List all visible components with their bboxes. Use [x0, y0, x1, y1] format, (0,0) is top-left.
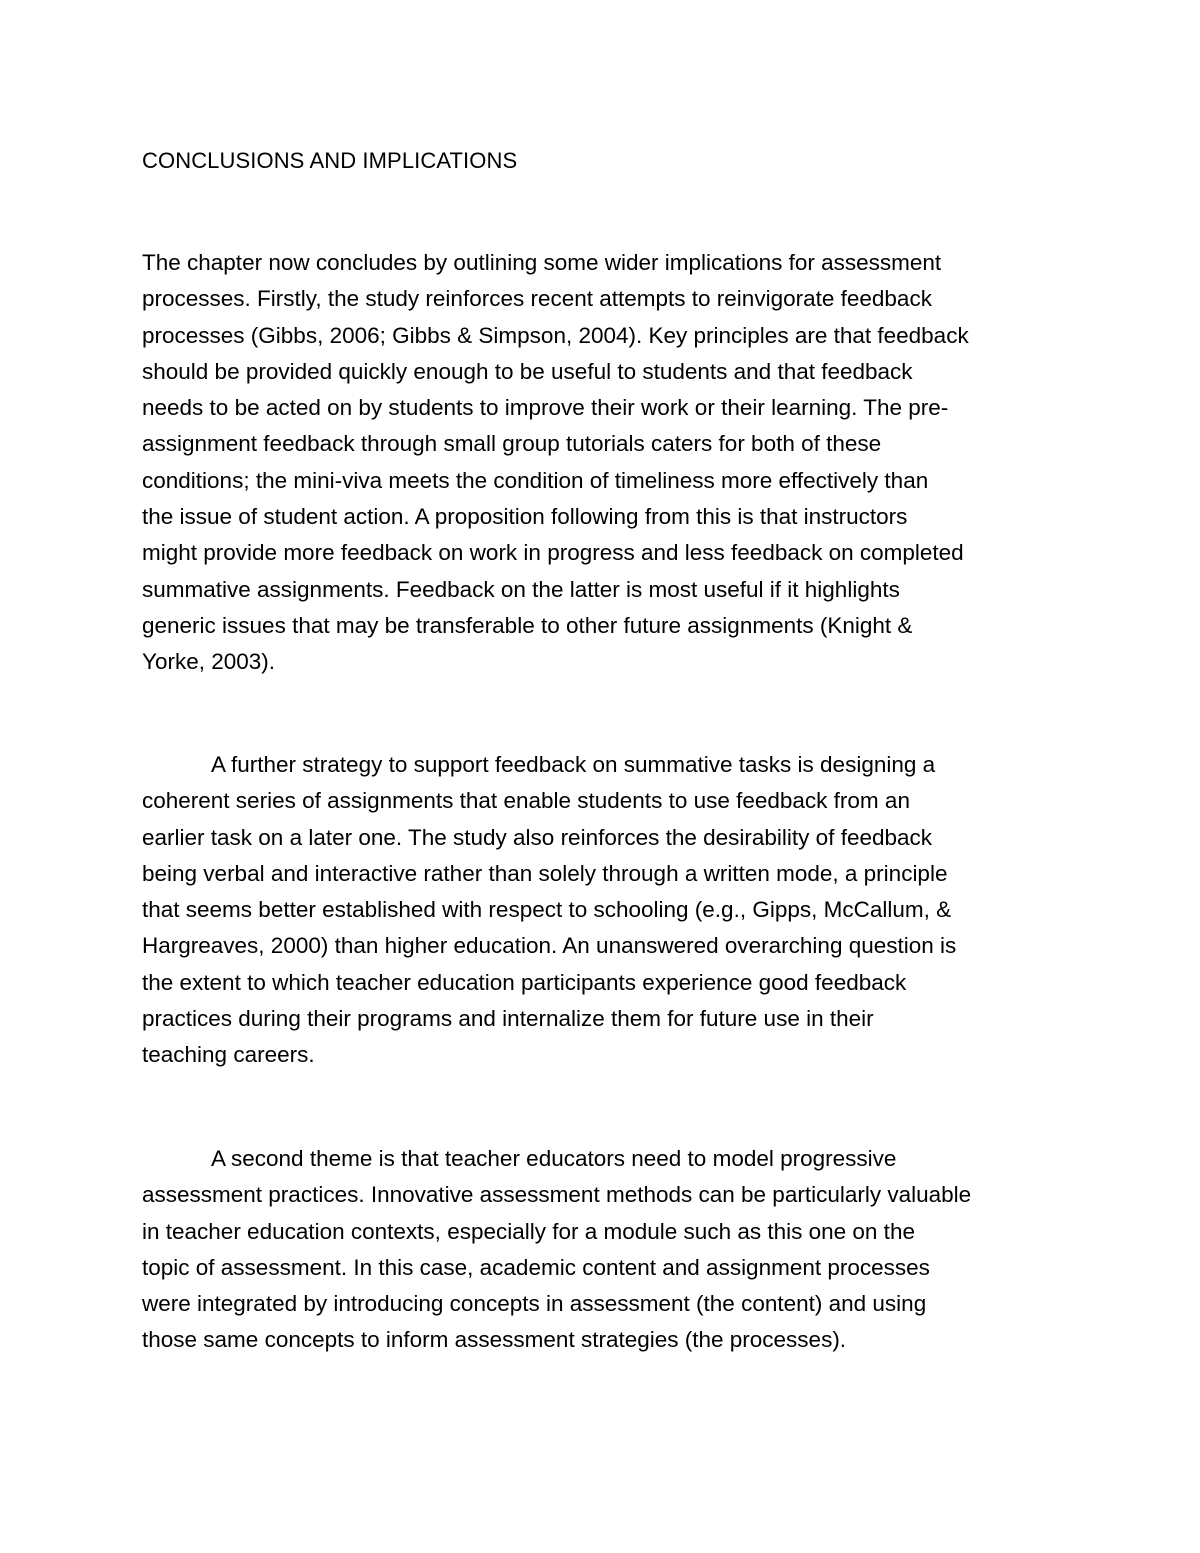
paragraph-line: should be provided quickly enough to be useful to students and that feedback: [142, 358, 913, 384]
paragraph-line: summative assignments. Feedback on the latter is most useful if it highlights: [142, 576, 900, 602]
paragraph-line: earlier task on a later one. The study also reinforces the desirability of feedback: [142, 824, 933, 850]
paragraph-line: those same concepts to inform assessment strategies (the processes).: [142, 1327, 847, 1353]
paragraph-3: [142, 1141, 1072, 1359]
paragraph-line: conditions; the mini-viva meets the condition of timeliness more effectively than: [142, 467, 929, 493]
paragraph-line: The chapter now concludes by outlining some wider implications for assessment: [142, 250, 942, 275]
section-heading: CONCLUSIONS AND IMPLICATIONS: [142, 148, 518, 173]
paragraph-line: processes. Firstly, the study reinforces recent attempts to reinvigorate feedback: [142, 286, 932, 312]
paragraph-line: topic of assessment. In this case, academic content and assignment processes: [142, 1254, 930, 1280]
paragraph-line: coherent series of assignments that enable students to use feedback from an: [142, 788, 910, 814]
paragraph-line: A further strategy to support feedback on summative tasks is designing a: [211, 752, 936, 777]
paragraph-line: Yorke, 2003).: [142, 649, 276, 675]
paragraph-line: assessment practices. Innovative assessment methods can be particularly valuable: [142, 1182, 972, 1208]
paragraph-line: that seems better established with respect to schooling (e.g., Gipps, McCallum, &: [142, 897, 952, 923]
paragraph-line: practices during their programs and internalize them for future use in their: [142, 1006, 874, 1032]
paragraph-line: in teacher education contexts, especially for a module such as this one on the: [142, 1218, 915, 1244]
paragraph-line: assignment feedback through small group tutorials caters for both of these: [142, 431, 882, 457]
paragraph-line: the extent to which teacher education participants experience good feedback: [142, 969, 907, 995]
paragraph-line: A second theme is that teacher educators need to model progressive: [211, 1146, 897, 1171]
paragraph-line: generic issues that may be transferable to other future assignments (Knight &: [142, 612, 913, 638]
paragraph-line: were integrated by introducing concepts in assessment (the content) and using: [142, 1291, 927, 1317]
paragraph-2: [142, 747, 1072, 1074]
paragraph-1: [142, 245, 1072, 681]
paragraph-line: processes (Gibbs, 2006; Gibbs & Simpson, 2004). Key principles are that feedback: [142, 322, 969, 348]
paragraph-line: being verbal and interactive rather than solely through a written mode, a principle: [142, 860, 948, 886]
paragraph-line: Hargreaves, 2000) than higher education. An unanswered overarching question is: [142, 933, 957, 959]
paragraph-line: might provide more feedback on work in progress and less feedback on completed: [142, 540, 964, 566]
paragraph-line: needs to be acted on by students to improve their work or their learning. The pre-: [142, 395, 949, 421]
paragraph-line: the issue of student action. A proposition following from this is that instructors: [142, 504, 908, 530]
paragraph-line: teaching careers.: [142, 1042, 315, 1068]
